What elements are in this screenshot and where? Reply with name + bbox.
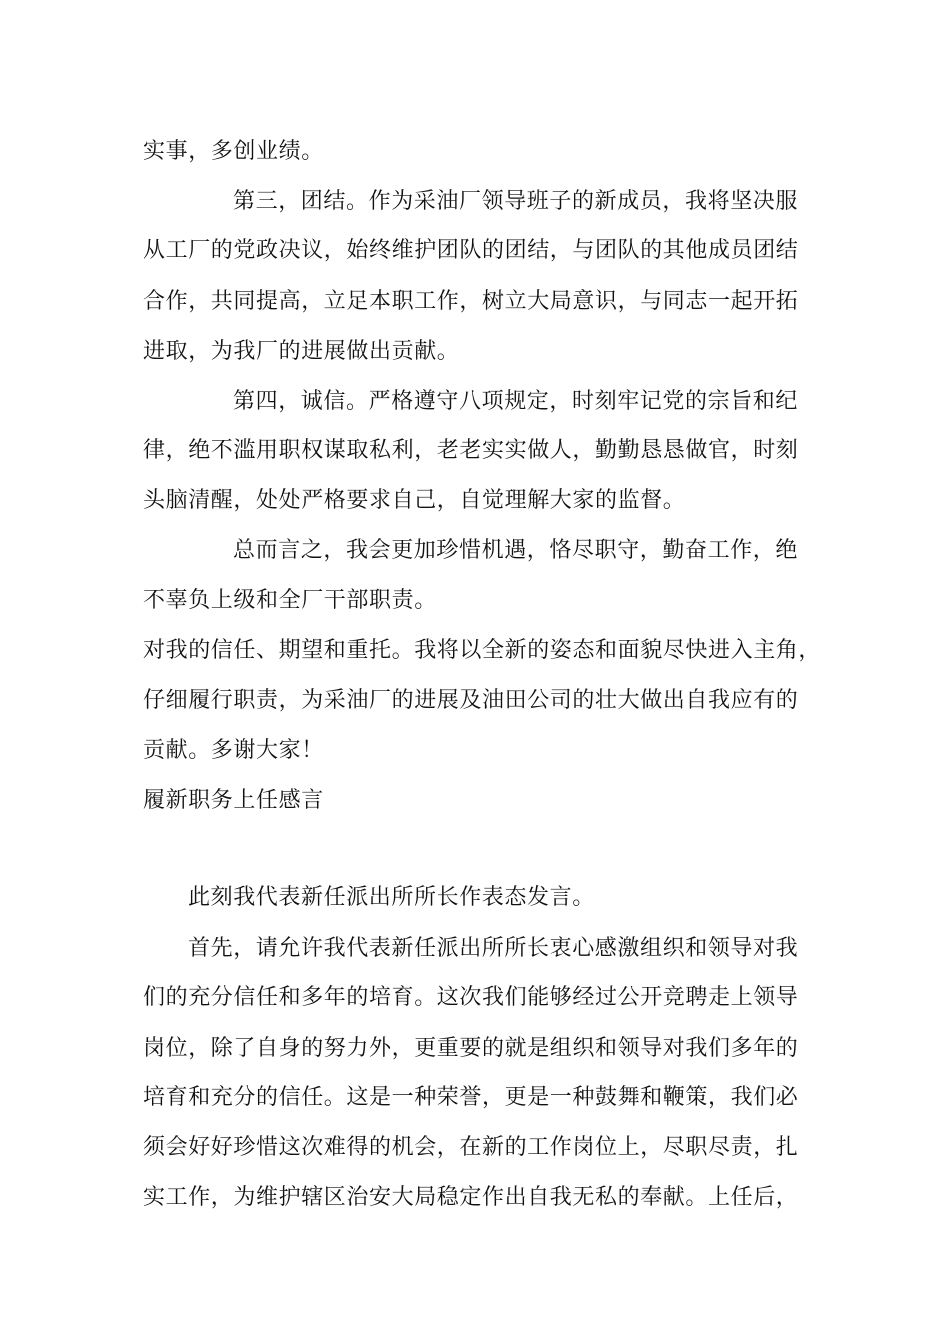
paragraph-line: 实事，多创业绩。 <box>143 139 324 164</box>
paragraph-line: 第四，诚信。严格遵守八项规定，时刻牢记党的宗旨和纪 <box>233 389 799 414</box>
paragraph-line: 不辜负上级和全厂干部职责。 <box>143 588 437 613</box>
paragraph-line: 须会好好珍惜这次难得的机会，在新的工作岗位上，尽职尽责，扎 <box>143 1135 799 1160</box>
paragraph-line: 们的充分信任和多年的培育。这次我们能够经过公开竞聘走上领导 <box>143 985 799 1010</box>
section-title: 履新职务上任感言 <box>143 788 324 813</box>
paragraph-line: 培育和充分的信任。这是一种荣誉，更是一种鼓舞和鞭策，我们必 <box>143 1085 799 1110</box>
paragraph-line: 此刻我代表新任派出所所长作表态发言。 <box>188 885 595 910</box>
paragraph-line: 对我的信任、期望和重托。我将以全新的姿态和面貌尽快进入主角， <box>143 638 822 663</box>
paragraph-line: 律，绝不滥用职权谋取私利，老老实实做人，勤勤恳恳做官，时刻 <box>143 438 799 463</box>
paragraph-line: 总而言之，我会更加珍惜机遇，恪尽职守，勤奋工作，绝 <box>233 538 799 563</box>
paragraph-line: 实工作，为维护辖区治安大局稳定作出自我无私的奉献。上任后， <box>143 1185 799 1210</box>
paragraph-line: 仔细履行职责，为采油厂的进展及油田公司的壮大做出自我应有的 <box>143 688 799 713</box>
paragraph-line: 合作，共同提高，立足本职工作，树立大局意识，与同志一起开拓 <box>143 289 799 314</box>
paragraph-line: 从工厂的党政决议，始终维护团队的团结，与团队的其他成员团结 <box>143 238 799 263</box>
paragraph-line: 贡献。多谢大家！ <box>143 738 324 763</box>
paragraph-line: 头脑清醒，处处严格要求自己，自觉理解大家的监督。 <box>143 488 686 513</box>
paragraph-line: 首先，请允许我代表新任派出所所长衷心感激组织和领导对我 <box>188 936 799 961</box>
paragraph-line: 第三，团结。作为采油厂领导班子的新成员，我将坚决服 <box>233 189 799 214</box>
paragraph-line: 进取，为我厂的进展做出贡献。 <box>143 339 460 364</box>
paragraph-line: 岗位，除了自身的努力外，更重要的就是组织和领导对我们多年的 <box>143 1036 799 1061</box>
